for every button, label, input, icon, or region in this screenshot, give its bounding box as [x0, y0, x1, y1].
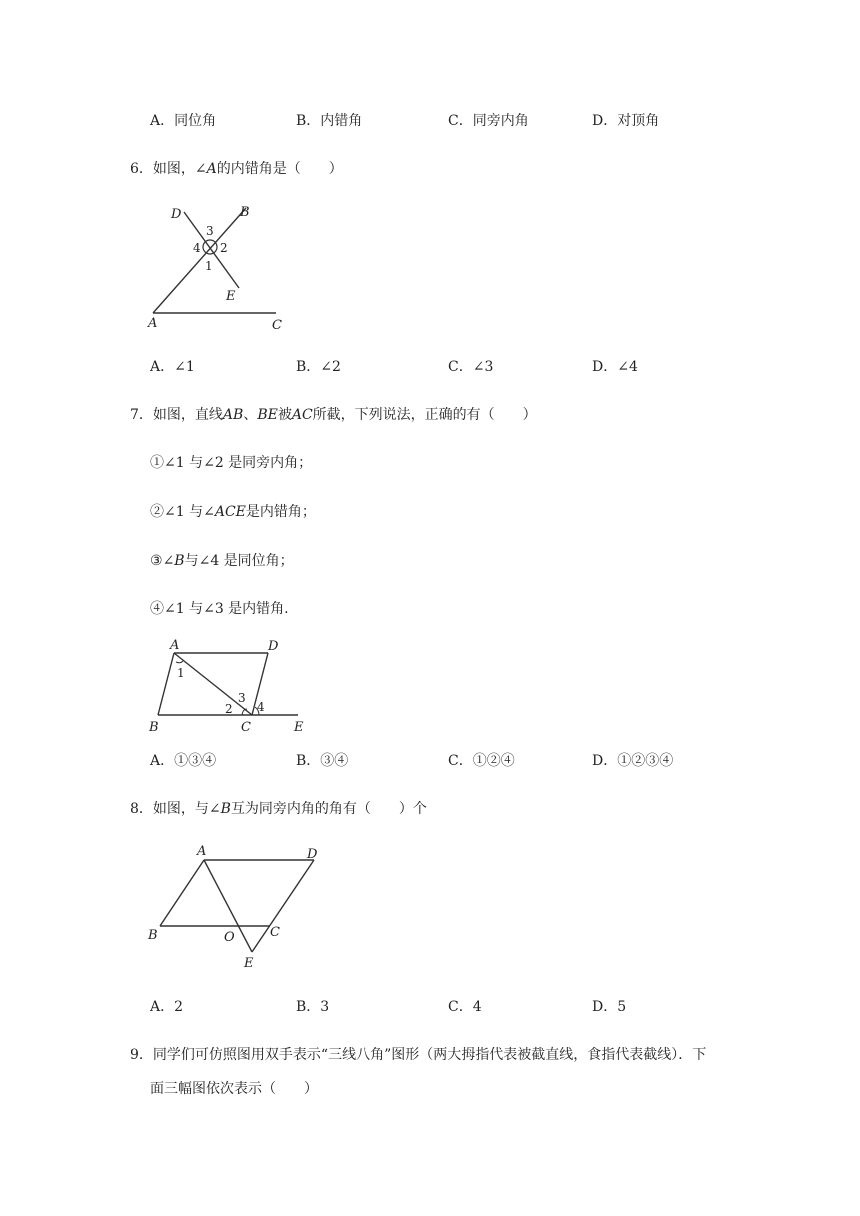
- q8-label-a: A: [197, 844, 207, 859]
- q6-stem: [130, 160, 343, 178]
- q8-stem: [130, 800, 427, 818]
- q6-option-b: B．∠2: [296, 359, 341, 375]
- q8-label-e: E: [244, 956, 254, 971]
- q7-statement-text: ∠1 与∠2 是同旁内角；: [164, 455, 313, 471]
- q7-statement-1: [150, 454, 312, 472]
- q5-option-d: D．对顶角: [592, 113, 660, 129]
- q7-stem-part: 7．如图，直线: [130, 407, 223, 423]
- q7-option-c: C．①②④: [448, 753, 515, 769]
- q6-option-d: D．∠4: [592, 359, 638, 375]
- q8-figure: [140, 840, 330, 975]
- q7-label-e: E: [294, 720, 304, 735]
- q7-statement-mark: ①: [150, 455, 164, 471]
- q8-option-a: A．2: [150, 999, 184, 1015]
- q8-label-b: B: [148, 928, 158, 943]
- q7-stem-var: BE: [257, 407, 278, 423]
- q6-label-e: E: [226, 289, 236, 304]
- q8-option-c: C．4: [448, 999, 482, 1015]
- q7-statement-text: ∠1 与∠: [164, 504, 215, 520]
- q9-stem-line1: 9．同学们可仿照图用双手表示“三线八角”图形（两大拇指代表被截直线，食指代表截线）．下: [130, 1047, 707, 1063]
- q7-angle-3: 3: [238, 691, 246, 705]
- q7-statement-2: [150, 503, 316, 521]
- q7-stem-part: 、: [243, 407, 258, 423]
- q7-statement-text: 是内错角；: [245, 504, 316, 520]
- q7-figure: [140, 635, 320, 740]
- q7-statement-mark: ②: [150, 504, 164, 520]
- q6-stem-var: A: [206, 161, 217, 177]
- q6-stem-pre: 6．如图，∠: [130, 161, 207, 177]
- q7-label-b: B: [149, 720, 159, 735]
- q7-stem-var: AC: [291, 407, 313, 423]
- q6-angle-1: 1: [205, 259, 213, 273]
- q7-statement-4: [150, 600, 289, 618]
- q5-option-b: B．内错角: [296, 113, 363, 129]
- q7-statement-mark: ③: [150, 553, 163, 569]
- q8-label-o: O: [224, 930, 235, 945]
- q7-stem: [130, 406, 537, 424]
- q7-statement-mark: ④: [150, 601, 164, 617]
- q7-statement-3: [150, 552, 294, 570]
- q7-label-d: D: [268, 639, 279, 654]
- q8-stem-var: B: [220, 801, 231, 817]
- q7-option-d: D．①②③④: [592, 753, 674, 769]
- q6-stem-post: 的内错角是（ ）: [216, 161, 343, 177]
- q6-angle-2: 2: [220, 241, 228, 255]
- q7-label-c: C: [241, 720, 251, 735]
- q8-label-c: C: [270, 925, 280, 940]
- q5-option-c: C．同旁内角: [448, 113, 529, 129]
- q7-statement-text: 与∠4 是同位角；: [184, 553, 294, 569]
- q7-stem-part: 所截，下列说法，正确的有（ ）: [312, 407, 537, 423]
- q5-option-a: A．同位角: [150, 113, 217, 129]
- q7-angle-arc-1: [176, 661, 183, 663]
- q7-label-a: A: [170, 638, 180, 653]
- q6-angle-4: 4: [193, 241, 201, 255]
- q8-stem-pre: 8．如图，与∠: [130, 801, 221, 817]
- q7-stem-part: 被: [277, 407, 292, 423]
- q7-statement-var: B: [174, 553, 185, 569]
- q7-statement-text: ∠1 与∠3 是内错角.: [164, 601, 289, 617]
- q8-line-de: [252, 860, 314, 952]
- q8-stem-post: 互为同旁内角的角有（ ）个: [230, 801, 427, 817]
- q6-label-b: B: [240, 205, 250, 220]
- q8-label-d: D: [307, 847, 318, 862]
- q7-option-a: A．①③④: [150, 753, 217, 769]
- q8-option-d: D．5: [592, 999, 627, 1015]
- q7-statement-var: ACE: [214, 504, 246, 520]
- q7-angle-1: 1: [177, 666, 185, 680]
- q8-line-ab: [160, 860, 204, 926]
- q6-label-a: A: [148, 316, 158, 331]
- q6-figure: [140, 195, 300, 335]
- q6-label-c: C: [272, 318, 282, 333]
- q6-label-d: D: [171, 207, 182, 222]
- q6-option-c: C．∠3: [448, 359, 494, 375]
- q7-angle-2: 2: [225, 702, 233, 716]
- q7-line-ac: [174, 653, 252, 715]
- q9-stem-line2: 面三幅图依次表示（ ）: [150, 1081, 318, 1097]
- q7-angle-4: 4: [257, 700, 265, 714]
- q6-option-a: A．∠1: [150, 359, 195, 375]
- q7-line-ab: [158, 653, 174, 715]
- q7-stem-var: AB: [222, 407, 244, 423]
- q7-option-b: B．③④: [296, 753, 349, 769]
- q6-angle-3: 3: [206, 224, 214, 238]
- q7-statement-text: ∠: [162, 553, 175, 569]
- q8-option-b: B．3: [296, 999, 330, 1015]
